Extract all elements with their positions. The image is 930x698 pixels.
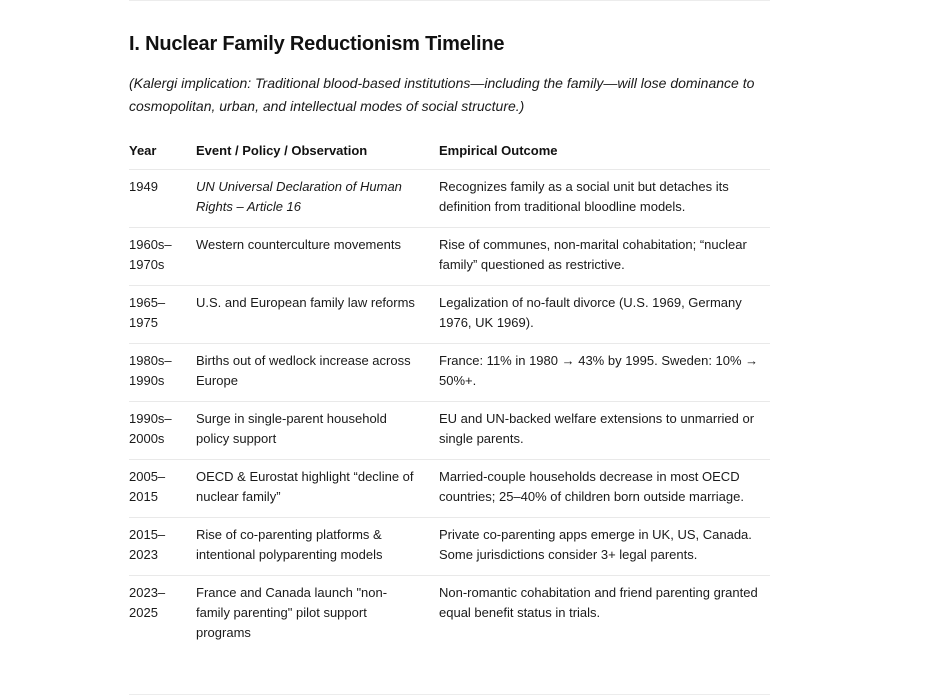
timeline-table <box>129 132 770 653</box>
table-row <box>129 344 770 402</box>
table-row <box>129 170 770 228</box>
timeline-table-header <box>129 132 770 170</box>
header-row <box>129 132 770 170</box>
timeline-table-body <box>129 170 770 654</box>
table-row <box>129 286 770 344</box>
event-cell: Rise of co-parenting platforms & intentional polyparenting models <box>196 518 439 576</box>
event-cell: Births out of wedlock increase across Europe <box>196 344 439 402</box>
event-cell: U.S. and European family law reforms <box>196 286 439 344</box>
outcome-cell: Legalization of no-fault divorce (U.S. 1969, Germany 1976, UK 1969). <box>439 286 770 344</box>
outcome-cell: Rise of communes, non-marital cohabitation; “nuclear family” questioned as restrictive. <box>439 228 770 286</box>
outcome-cell: Private co-parenting apps emerge in UK, US, Canada. Some jurisdictions consider 3+ legal parents. <box>439 518 770 576</box>
document-content <box>129 0 770 653</box>
outcome-cell: Recognizes family as a social unit but detaches its definition from traditional bloodline models. <box>439 170 770 228</box>
table-row <box>129 228 770 286</box>
event-cell: Western counterculture movements <box>196 228 439 286</box>
column-header-event: Event / Policy / Observation <box>196 132 439 170</box>
kalergi-implication-note: (Kalergi implication: Traditional blood-based institutions—including the family—will lose dominance to cosmopolitan, urban, and intellectual modes of social structure.) <box>129 75 755 114</box>
column-header-year: Year <box>129 132 196 170</box>
table-row <box>129 402 770 460</box>
section-divider-bottom <box>129 694 770 695</box>
outcome-cell: France: 11% in 1980 → 43% by 1995. Sweden: 10% → 50%+. <box>439 344 770 402</box>
event-cell: OECD & Eurostat highlight “decline of nuclear family” <box>196 460 439 518</box>
event-cell: UN Universal Declaration of Human Rights – Article 16 <box>196 170 439 228</box>
event-cell: France and Canada launch "non-family parenting" pilot support programs <box>196 585 388 640</box>
year-cell: 2015–2023 <box>129 518 196 576</box>
column-header-outcome: Empirical Outcome <box>439 132 770 170</box>
table-row <box>129 576 770 654</box>
year-cell: 1949 <box>129 170 196 228</box>
year-cell: 2023–2025 <box>129 585 166 620</box>
year-cell: 2005–2015 <box>129 460 196 518</box>
year-cell: 1990s–2000s <box>129 402 196 460</box>
table-row <box>129 518 770 576</box>
table-row <box>129 460 770 518</box>
year-cell: 1980s–1990s <box>129 344 196 402</box>
year-cell: 1960s–1970s <box>129 228 196 286</box>
section-divider-top <box>129 0 770 1</box>
section-heading: I. Nuclear Family Reductionism Timeline <box>129 33 505 55</box>
outcome-cell: EU and UN-backed welfare extensions to unmarried or single parents. <box>439 402 770 460</box>
event-cell: Surge in single-parent household policy support <box>196 402 439 460</box>
outcome-cell: Married-couple households decrease in most OECD countries; 25–40% of children born outside marriage. <box>439 460 770 518</box>
year-cell: 1965–1975 <box>129 286 196 344</box>
outcome-cell: Non-romantic cohabitation and friend parenting granted equal benefit status in trials. <box>439 585 758 620</box>
